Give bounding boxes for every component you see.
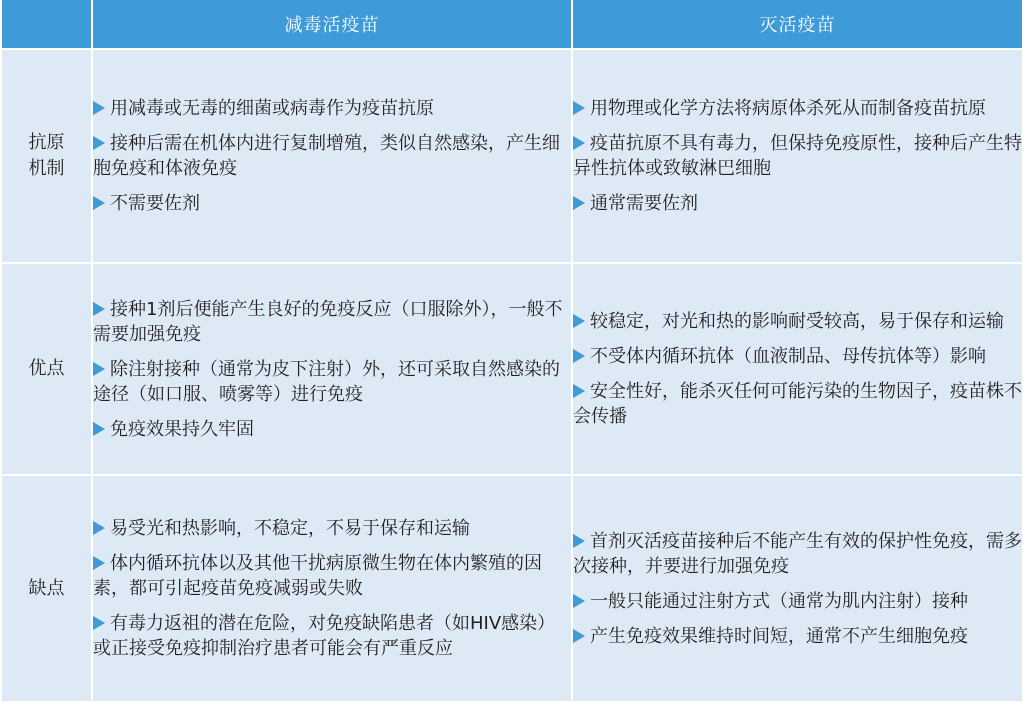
triangle-bullet-icon	[573, 101, 585, 115]
item-text: 用减毒或无毒的细菌或病毒作为疫苗抗原	[110, 98, 434, 119]
row-label-disadvantages	[2, 476, 93, 703]
list-item	[93, 417, 571, 442]
item-text: 除注射接种（通常为皮下注射）外，还可采取自然感染的途径（如口服、喷雾等）进行免疫	[93, 358, 560, 405]
triangle-bullet-icon	[573, 196, 585, 210]
list-item	[573, 309, 1022, 334]
list-item	[573, 96, 1022, 121]
row-label-text: 缺点	[28, 577, 65, 599]
triangle-bullet-icon	[573, 594, 585, 608]
triangle-bullet-icon	[93, 302, 105, 316]
triangle-bullet-icon	[573, 384, 585, 398]
triangle-bullet-icon	[93, 362, 105, 376]
triangle-bullet-icon	[93, 101, 105, 115]
list-item	[93, 96, 571, 121]
triangle-bullet-icon	[573, 629, 585, 643]
list-item	[573, 131, 1022, 181]
item-text: 首剂灭活疫苗接种后不能产生有效的保护性免疫，需多次接种，并要进行加强免疫	[573, 530, 1022, 577]
cell-inactivated-disadvantages	[573, 476, 1022, 703]
list-item	[93, 516, 571, 541]
item-text: 不需要佐剂	[110, 193, 200, 214]
header-inactivated-vaccine: 灭活疫苗	[573, 0, 1022, 50]
item-text: 有毒力返祖的潜在危险，对免疫缺陷患者（如HIV感染）或正接受免疫抑制治疗患者可能会有严重反应	[93, 613, 556, 659]
list-item	[573, 379, 1022, 429]
item-text: 不受体内循环抗体（血液制品、母传抗体等）影响	[590, 346, 986, 367]
item-text: 通常需要佐剂	[590, 193, 698, 214]
item-text: 免疫效果持久牢固	[110, 418, 254, 440]
table-row	[2, 476, 1022, 703]
item-text: 较稳定，对光和热的影响耐受较高，易于保存和运输	[590, 311, 1004, 332]
item-text: 易受光和热影响，不稳定，不易于保存和运输	[110, 518, 470, 539]
item-text: 体内循环抗体以及其他干扰病原微生物在体内繁殖的因素，都可引起疫苗免疫减弱或失败	[93, 553, 542, 599]
list-item	[93, 297, 571, 347]
list-item	[573, 191, 1022, 216]
item-text: 用物理或化学方法将病原体杀死从而制备疫苗抗原	[590, 98, 986, 119]
triangle-bullet-icon	[93, 422, 105, 436]
table-row	[2, 264, 1022, 476]
cell-inactivated-advantages	[573, 264, 1022, 476]
list-item	[93, 357, 571, 407]
row-label-advantages	[2, 264, 93, 476]
cell-attenuated-disadvantages	[93, 476, 573, 703]
triangle-bullet-icon	[93, 196, 105, 210]
list-item	[93, 611, 571, 661]
item-text: 接种1剂后便能产生良好的免疫反应（口服除外），一般不需要加强免疫	[93, 298, 563, 345]
item-text: 产生免疫效果维持时间短，通常不产生细胞免疫	[590, 625, 968, 647]
list-item	[573, 529, 1022, 579]
cell-attenuated-mechanism	[93, 50, 573, 264]
item-text: 疫苗抗原不具有毒力，但保持免疫原性，接种后产生特异性抗体或致敏淋巴细胞	[573, 133, 1022, 179]
list-item	[573, 344, 1022, 369]
list-item	[93, 551, 571, 601]
list-item	[573, 624, 1022, 649]
row-label-text: 优点	[28, 358, 65, 379]
item-text: 一般只能通过注射方式（通常为肌内注射）接种	[590, 590, 968, 612]
cell-attenuated-advantages	[93, 264, 573, 476]
triangle-bullet-icon	[93, 136, 105, 150]
table-header-row	[2, 0, 1022, 50]
row-label-text: 抗原机制	[28, 132, 65, 179]
list-item	[93, 191, 571, 216]
triangle-bullet-icon	[93, 616, 105, 630]
triangle-bullet-icon	[573, 136, 585, 150]
item-text: 安全性好，能杀灭任何可能污染的生物因子，疫苗株不会传播	[573, 381, 1022, 427]
triangle-bullet-icon	[93, 556, 105, 570]
triangle-bullet-icon	[573, 314, 585, 328]
vaccine-comparison-table	[2, 0, 1022, 703]
row-label-mechanism	[2, 50, 93, 264]
list-item	[93, 131, 571, 181]
triangle-bullet-icon	[573, 534, 585, 548]
header-corner-cell	[2, 0, 93, 50]
list-item	[573, 589, 1022, 614]
table-row	[2, 50, 1022, 264]
header-attenuated-vaccine: 减毒活疫苗	[93, 0, 573, 50]
item-text: 接种后需在机体内进行复制增殖，类似自然感染，产生细胞免疫和体液免疫	[93, 133, 560, 179]
cell-inactivated-mechanism	[573, 50, 1022, 264]
triangle-bullet-icon	[93, 521, 105, 535]
triangle-bullet-icon	[573, 349, 585, 363]
